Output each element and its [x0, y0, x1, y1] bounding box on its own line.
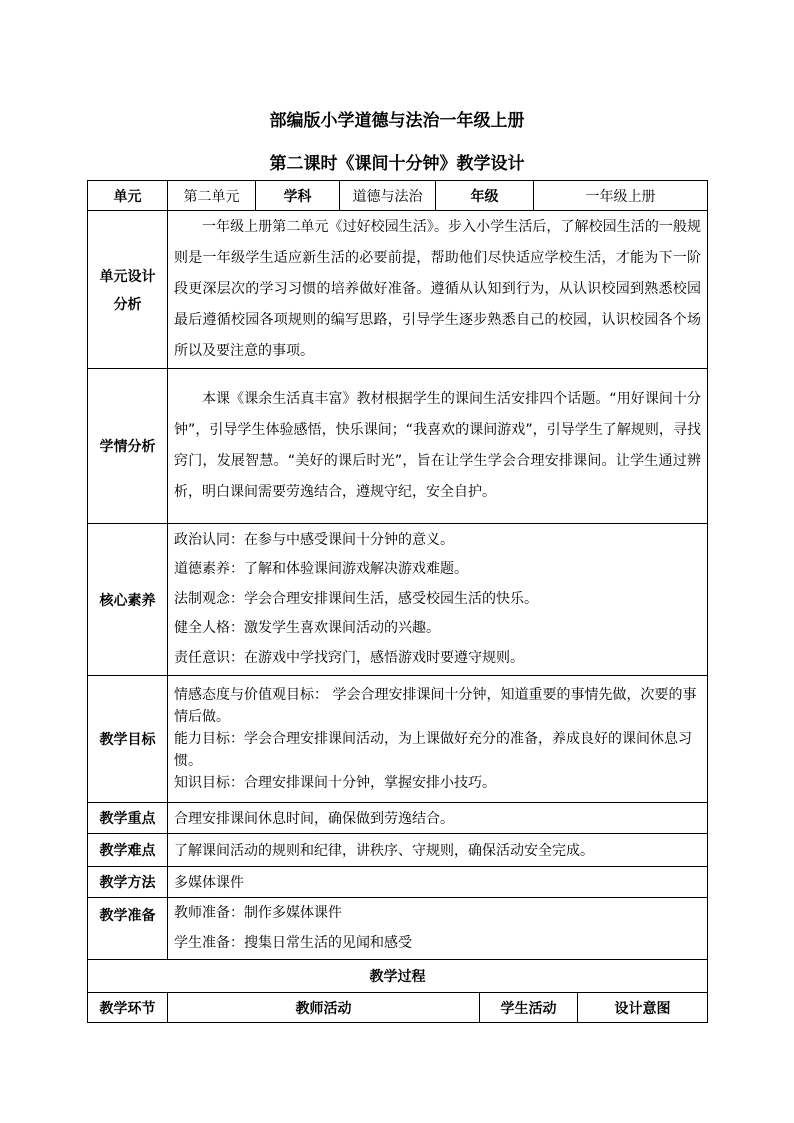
subject-value: 道德与法治 — [340, 181, 436, 211]
unit-analysis-label-line: 单元设计 — [99, 268, 156, 285]
method-label: 教学方法 — [88, 867, 168, 898]
list-item: 健全人格：激发学生喜欢课间活动的兴趣。 — [174, 620, 440, 637]
subject-label: 学科 — [256, 181, 340, 211]
learner-analysis-label: 学情分析 — [88, 369, 168, 524]
process-title-row — [88, 960, 708, 993]
key-point-text: 合理安排课间休息时间，确保做到劳逸结合。 — [168, 803, 708, 834]
process-header-intent: 设计意图 — [578, 993, 708, 1023]
grade-value: 一年级上册 — [534, 181, 708, 211]
method-row — [88, 867, 708, 898]
learner-analysis-text: 本课《课余生活真丰富》教材根据学生的课间生活安排四个话题。“用好课间十分钟”，引导学生体验感悟，快乐课间；“我喜欢的课间游戏”，引导学生了解规则，寻找窍门，发展智慧。“美好的课后时光”，旨在让学生学会合理安排课间。让学生通过辨析，明白课间需要劳逸结合，遵规守纪，安全自护。 — [168, 369, 708, 524]
process-header-row — [88, 993, 708, 1023]
list-item: 能力目标：学会合理安排课间活动，为上课做好充分的准备，养成良好的课间休息习惯。 — [174, 731, 692, 769]
core-literacy-label: 核心素养 — [88, 524, 168, 676]
core-literacy-row — [88, 524, 708, 676]
lesson-plan-table — [87, 180, 708, 1023]
unit-analysis-text: 一年级上册第二单元《过好校园生活》。步入小学生活后，了解校园生活的一般规则是一年级学生适应新生活的必要前提，帮助他们尽快适应学校生活，才能为下一阶段更深层次的学习习惯的培养做好准备。遵循从认知到行为，从认识校园到熟悉校园最后遵循校园各项规则的编写思路，引导学生逐步熟悉自己的校园，认识校园各个场所以及要注意的事项。 — [168, 211, 708, 369]
process-title: 教学过程 — [88, 960, 708, 993]
unit-value: 第二单元 — [168, 181, 256, 211]
learner-analysis-row — [88, 369, 708, 524]
process-header-student: 学生活动 — [480, 993, 578, 1023]
list-item: 教师准备：制作多媒体课件 — [174, 905, 342, 921]
list-item: 法制观念：学会合理安排课间生活，感受校园生活的快乐。 — [174, 590, 538, 607]
grade-label: 年级 — [436, 181, 534, 211]
list-item: 道德素养：了解和体验课间游戏解决游戏难题。 — [174, 561, 468, 578]
core-literacy-list — [168, 524, 708, 676]
preparation-row — [88, 898, 708, 960]
key-point-label: 教学重点 — [88, 803, 168, 834]
difficulty-label: 教学难点 — [88, 834, 168, 867]
difficulty-text: 了解课间活动的规则和纪律，讲秩序、守规则，确保活动安全完成。 — [168, 834, 708, 867]
list-item: 知识目标：合理安排课间十分钟，掌握安排小技巧。 — [174, 775, 496, 791]
unit-analysis-row — [88, 211, 708, 369]
teaching-goals-row — [88, 676, 708, 803]
list-item: 情感态度与价值观目标： 学会合理安排课间十分钟，知道重要的事情先做，次要的事情后做。 — [174, 687, 697, 725]
process-header-teacher: 教师活动 — [168, 993, 480, 1023]
list-item: 学生准备：搜集日常生活的见闻和感受 — [174, 934, 412, 951]
method-text: 多媒体课件 — [168, 867, 708, 898]
unit-analysis-label-line: 分析 — [113, 296, 142, 313]
unit-analysis-label — [88, 211, 168, 369]
info-row — [88, 181, 708, 211]
key-point-row — [88, 803, 708, 834]
list-item: 责任意识：在游戏中学找窍门，感悟游戏时要遵守规则。 — [174, 649, 524, 666]
document-subtitle: 第二课时《课间十分钟》教学设计 — [269, 154, 525, 174]
document-title: 部编版小学道德与法治一年级上册 — [269, 111, 525, 131]
difficulty-row — [88, 834, 708, 867]
process-header-stage: 教学环节 — [88, 993, 168, 1023]
preparation-label: 教学准备 — [88, 898, 168, 960]
unit-label: 单元 — [88, 181, 168, 211]
teaching-goals-list — [168, 676, 708, 803]
teaching-goals-label: 教学目标 — [88, 676, 168, 803]
list-item: 政治认同：在参与中感受课间十分钟的意义。 — [174, 531, 454, 548]
preparation-list — [168, 898, 708, 960]
